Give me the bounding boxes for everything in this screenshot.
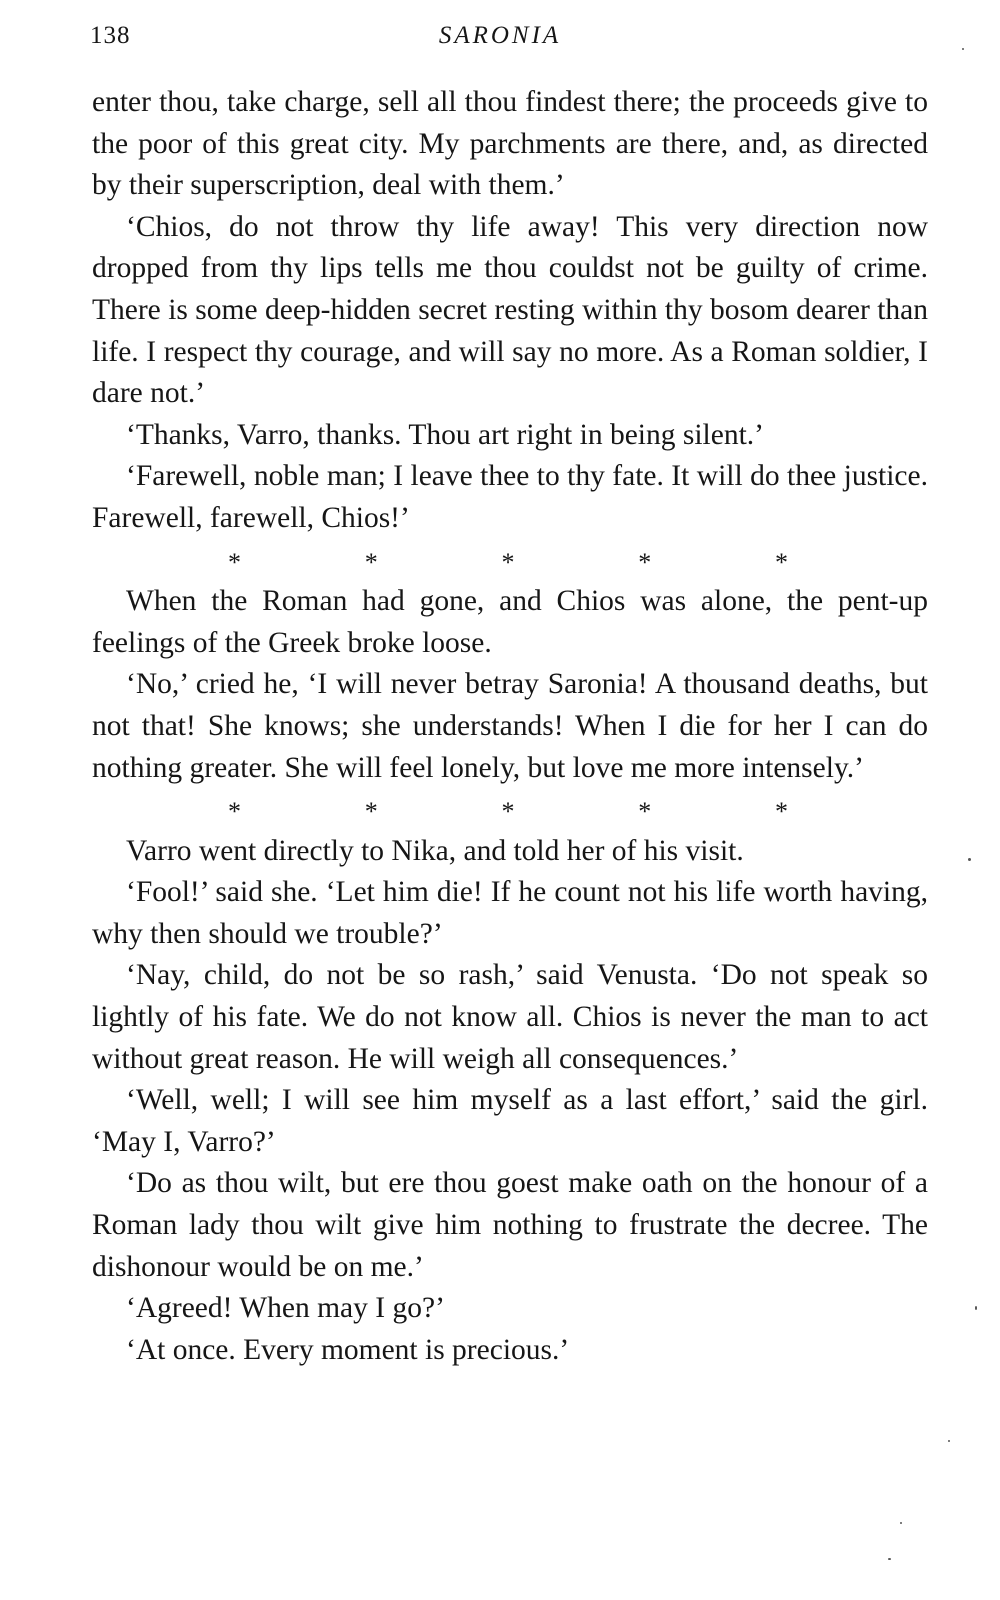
asterisk: * (364, 797, 378, 827)
paragraph: When the Roman had gone, and Chios was alone, the pent-up feelings of the Greek broke loose. (92, 585, 928, 659)
scan-speck (948, 1440, 950, 1442)
running-title: SARONIA (438, 22, 562, 49)
paragraph: ‘Agreed! When may I go?’ (126, 1292, 445, 1325)
paragraph: ‘Do as thou wilt, but ere thou goest make oath on the honour of a Roman lady thou wilt give him nothing to frustrate the decree. The dishonour would be on me.’ (92, 1167, 928, 1283)
asterisk: * (638, 547, 652, 577)
paragraph: Varro went directly to Nika, and told her of his visit. (126, 834, 744, 867)
section-break (92, 789, 928, 831)
asterisk: * (228, 547, 241, 577)
paragraph: ‘Thanks, Varro, thanks. Thou art right in being silent.’ (126, 418, 764, 451)
scan-speck (968, 858, 971, 861)
paragraph: ‘At once. Every moment is precious.’ (126, 1333, 570, 1366)
paragraph: ‘No,’ cried he, ‘I will never betray Saronia! A thousand deaths, but not that! She knows; she understands! When I die for her I can do nothing greater. She will feel lonely, but love me more intensely.’ (92, 668, 928, 784)
section-break (92, 540, 928, 582)
asterisk: * (501, 547, 515, 577)
paragraph: enter thou, take charge, sell all thou findest there; the proceeds give to the poor of this great city. My parchments are there, and, as directed by their superscription, deal with them.’ (92, 86, 928, 202)
scan-speck (975, 1306, 977, 1310)
body-text (92, 82, 928, 1371)
asterisk: * (364, 547, 378, 577)
asterisk: * (638, 797, 652, 827)
paragraph: ‘Well, well; I will see him myself as a last effort,’ said the girl. ‘May I, Varro?’ (92, 1084, 928, 1158)
asterisk: * (501, 797, 515, 827)
paragraph: ‘Chios, do not throw thy life away! This very direction now dropped from thy lips tells me thou couldst not be guilty of crime. There is some deep-hidden secret resting within thy bosom dearer than life. I respect thy courage, and will say no more. As a Roman soldier, I dare not.’ (92, 210, 928, 410)
paragraph: ‘Fool!’ said she. ‘Let him die! If he count not his life worth having, why then should we trouble?’ (92, 876, 928, 950)
scan-speck (888, 1558, 891, 1560)
paragraph: ‘Farewell, noble man; I leave thee to thy fate. It will do thee justice. Farewell, farewell, Chios!’ (92, 460, 928, 534)
asterisk: * (775, 547, 788, 577)
paragraph: ‘Nay, child, do not be so rash,’ said Venusta. ‘Do not speak so lightly of his fate. We do not know all. Chios is never the man to act without great reason. He will weigh all consequences.’ (92, 959, 928, 1075)
page-number: 138 (90, 22, 131, 49)
scan-speck (900, 1522, 902, 1524)
asterisk: * (228, 797, 241, 827)
scan-speck (962, 48, 964, 50)
asterisk: * (775, 797, 788, 827)
